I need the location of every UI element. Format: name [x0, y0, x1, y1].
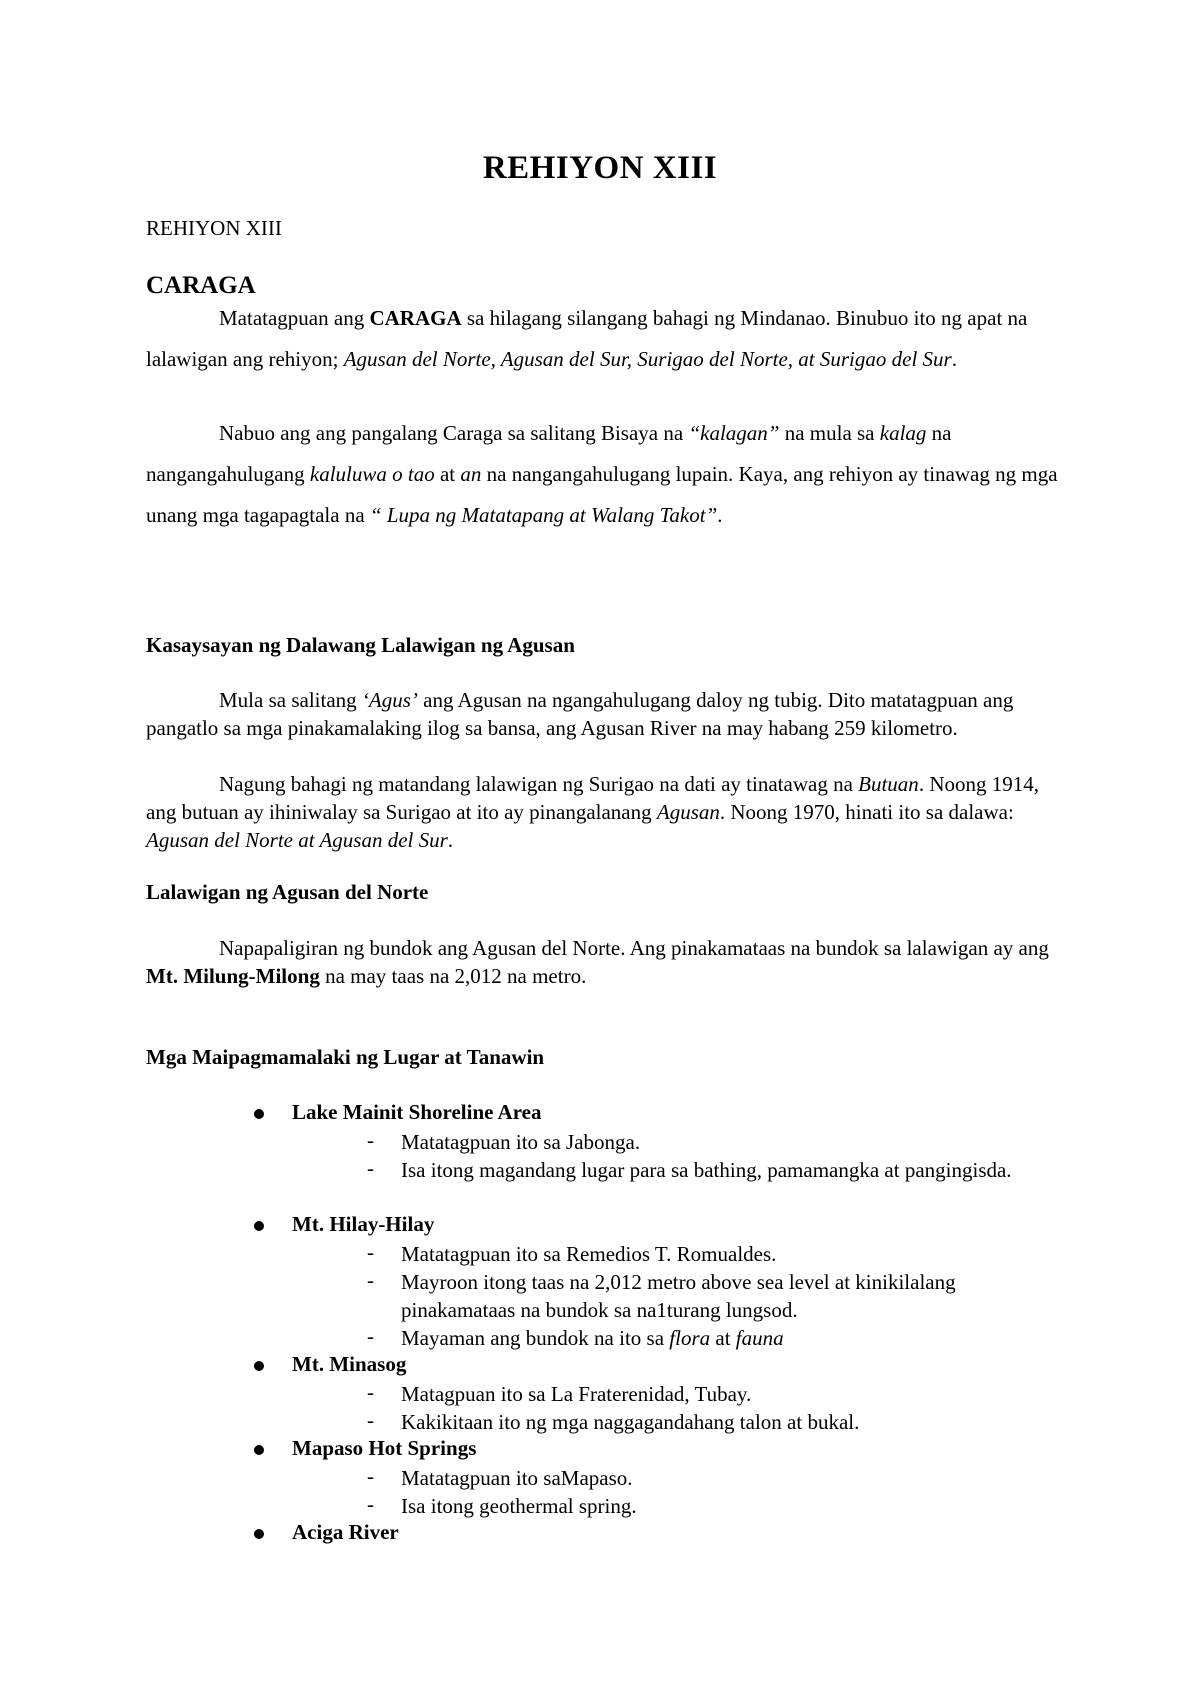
bullet-icon: [254, 1445, 264, 1455]
place-detail: Matatagpuan ito sa Jabonga.: [401, 1130, 641, 1154]
place-detail: Matatagpuan ito sa Remedios T. Romualdes.: [401, 1242, 777, 1266]
bullet-icon: [254, 1221, 264, 1231]
caraga-name-origin-paragraph: Nabuo ang ang pangalang Caraga sa salitang Bisaya na “kalagan” na mula sa kalag na nangangahulugang kaluluwa o tao at an na nangangahulugang lupain. Kaya, ang rehiyon ay tinawag ng mga unang mga tagapagtala na “ Lupa ng Matatapang at Walang Takot”.: [146, 421, 1058, 527]
place-detail: Matagpuan ito sa La Fraterenidad, Tubay.: [401, 1382, 752, 1406]
dash-marker: -: [367, 1268, 374, 1292]
place-detail: Isa itong geothermal spring.: [401, 1494, 637, 1518]
agusan-history-paragraph: Nagung bahagi ng matandang lalawigan ng Surigao na dati ay tinatawag na Butuan. Noong 1914, ang butuan ay ihiniwalay sa Surigao at ito ay pinangalanang Agusan. Noong 1970, hinati ito sa dalawa: Agusan del Norte at Agusan del Sur.: [146, 772, 1039, 852]
dash-marker: -: [367, 1156, 374, 1180]
agusan-norte-paragraph: Napapaligiran ng bundok ang Agusan del Norte. Ang pinakamataas na bundok sa lalawigan ay ang Mt. Milung-Milong na may taas na 2,012 na metro.: [146, 936, 1049, 988]
place-name: Lake Mainit Shoreline Area: [292, 1100, 542, 1124]
place-detail: Mayaman ang bundok na ito sa flora at fauna: [401, 1326, 784, 1350]
place-detail: Kakikitaan ito ng mga naggagandahang talon at bukal.: [401, 1410, 860, 1434]
place-detail: Isa itong magandang lugar para sa bathing, pamamangka at pangingisda.: [401, 1158, 1012, 1182]
place-name: Mapaso Hot Springs: [292, 1436, 477, 1460]
region-subheading: REHIYON XIII: [146, 216, 282, 240]
place-name: Aciga River: [292, 1520, 399, 1544]
dash-marker: -: [367, 1380, 374, 1404]
dash-marker: -: [367, 1128, 374, 1152]
dash-marker: -: [367, 1324, 374, 1348]
places-heading: Mga Maipagmamalaki ng Lugar at Tanawin: [146, 1045, 545, 1069]
agusan-norte-heading: Lalawigan ng Agusan del Norte: [146, 880, 429, 904]
bullet-icon: [254, 1529, 264, 1539]
place-detail: Mayroon itong taas na 2,012 metro above sea level at kinikilalang pinakamataas na bundok sa na1turang lungsod.: [401, 1270, 956, 1322]
place-name: Mt. Minasog: [292, 1352, 407, 1376]
place-detail: Matatagpuan ito saMapaso.: [401, 1466, 633, 1490]
dash-marker: -: [367, 1492, 374, 1516]
caraga-heading: CARAGA: [146, 272, 256, 299]
place-name: Mt. Hilay-Hilay: [292, 1212, 435, 1236]
caraga-intro-paragraph: Matatagpuan ang CARAGA sa hilagang silangang bahagi ng Mindanao. Binubuo ito ng apat na lalawigan ang rehiyon; Agusan del Norte, Agusan del Sur, Surigao del Norte, at Surigao del Sur.: [146, 306, 1028, 371]
kasaysayan-heading: Kasaysayan ng Dalawang Lalawigan ng Agusan: [146, 633, 575, 657]
dash-marker: -: [367, 1240, 374, 1264]
bullet-icon: [254, 1361, 264, 1371]
agusan-origin-paragraph: Mula sa salitang ‘Agus’ ang Agusan na ngangahulugang daloy ng tubig. Dito matatagpuan ang pangatlo sa mga pinakamalaking ilog sa bansa, ang Agusan River na may habang 259 kilometro.: [146, 688, 1014, 740]
dash-marker: -: [367, 1464, 374, 1488]
bullet-icon: [254, 1109, 264, 1119]
dash-marker: -: [367, 1408, 374, 1432]
page-title: REHIYON XIII: [482, 150, 718, 186]
